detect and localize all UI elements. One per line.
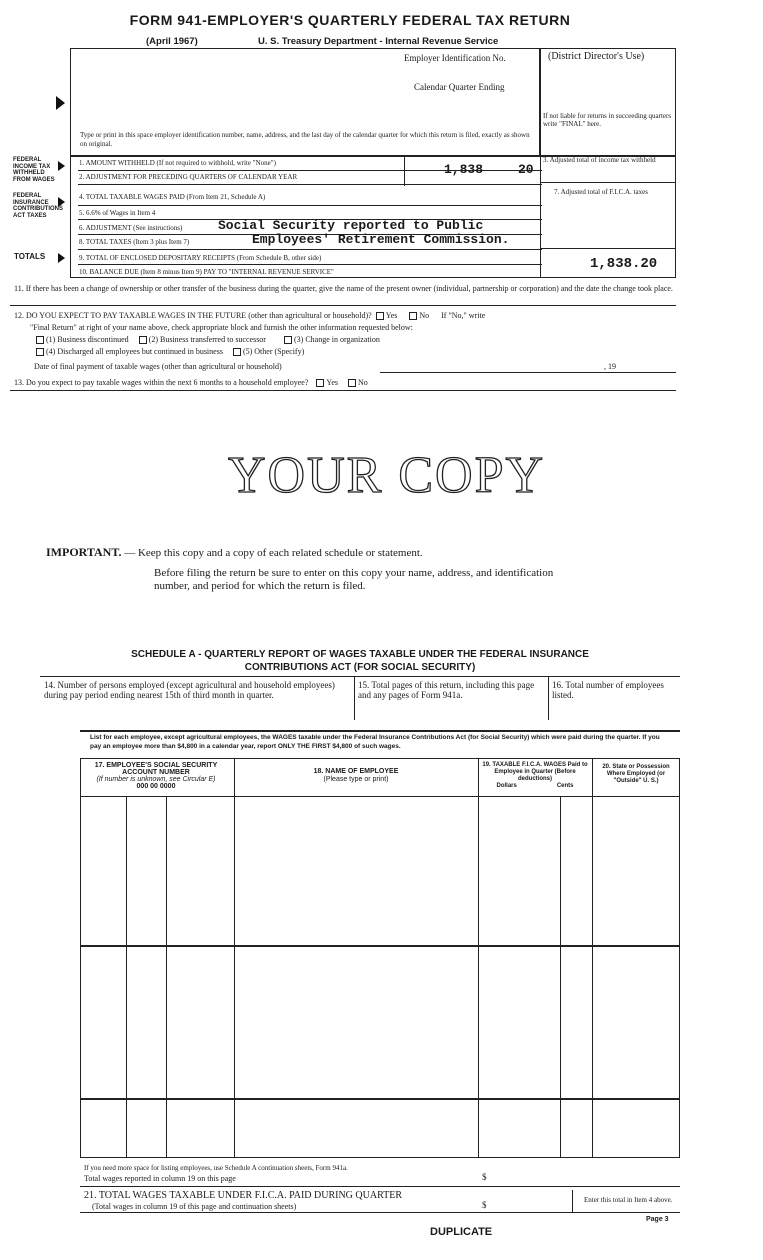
line-2-label: 2. ADJUSTMENT FOR PRECEDING QUARTERS OF CALENDAR YEAR [79, 173, 298, 181]
page-number: Page 3 [646, 1216, 669, 1223]
opt3-checkbox[interactable] [284, 336, 292, 344]
form-title: FORM 941-EMPLOYER'S QUARTERLY FEDERAL TAX RETURN [129, 12, 571, 28]
important-notice-2: Before filing the return be sure to enter on this copy your name, address, and identification number, and period for which the return is filed. [154, 567, 554, 592]
arrow-icon [58, 197, 65, 207]
year-label: , 19 [604, 362, 616, 371]
q12-options-row-1: (1) Business discontinued (2) Business transferred to successor (3) Change in organization [34, 335, 380, 344]
q13-no-checkbox[interactable] [348, 379, 356, 387]
your-copy-stamp: YOUR COPY [228, 447, 546, 504]
fica-side-label: FEDERAL INSURANCE CONTRIBUTIONS ACT TAXES [13, 193, 63, 219]
arrow-icon [56, 96, 65, 110]
balance-due: 1,838.20 [590, 256, 658, 272]
question-12-continued: "Final Return" at right of your name above, check appropriate block and furnish the other information requested below: [30, 323, 413, 332]
col-19-header: 19. TAXABLE F.I.C.A. WAGES Paid to Employee in Quarter (Before deductions) Dollars Cents [482, 762, 588, 789]
item-14: 14. Number of persons employed (except agricultural and household employees) during pay period ending nearest 15th of third month in quarter. [44, 680, 335, 700]
line-9-label: 9. TOTAL OF ENCLOSED DEPOSITARY RECEIPTS (From Schedule B, other side) [79, 254, 322, 262]
district-use-box [540, 48, 676, 156]
question-12: 12. DO YOU EXPECT TO PAY TAXABLE WAGES IN THE FUTURE (other than agricultural or household)? Yes No If "No," write [14, 311, 486, 320]
opt5-checkbox[interactable] [233, 348, 241, 356]
opt2-checkbox[interactable] [139, 336, 147, 344]
question-11: 11. If there has been a change of ownership or other transfer of the business during the quarter, give the name of the present owner (individual, partnership or corporation) and the date the change took place. [14, 284, 673, 293]
q12-no-checkbox[interactable] [409, 312, 417, 320]
important-notice: IMPORTANT. — Keep this copy and a copy of each related schedule or statement. [46, 545, 423, 559]
quarter-ending-label: Calendar Quarter Ending [414, 82, 505, 92]
form-edition: (April 1967) [146, 36, 198, 47]
line-5-label: 5. 6.6% of Wages in Item 4 [79, 209, 156, 217]
item-15: 15. Total pages of this return, including this page and any pages of Form 941a. [358, 680, 535, 700]
more-space-note: If you need more space for listing employees, use Schedule A continuation sheets, Form 941a. [84, 1164, 348, 1172]
opt1-checkbox[interactable] [36, 336, 44, 344]
total-page-label: Total wages reported in column 19 on this page [84, 1174, 236, 1183]
arrow-icon [58, 161, 65, 171]
col-17-header: 17. EMPLOYEE'S SOCIAL SECURITY ACCOUNT NUMBER (If number is unknown, see Circular E) 000 00 0000 [94, 762, 218, 790]
q13-yes-checkbox[interactable] [316, 379, 324, 387]
line-7-label: 7. Adjusted total of F.I.C.A. taxes [554, 188, 648, 196]
amount-cents: 20 [518, 162, 534, 177]
district-use-label: (District Director's Use) [548, 51, 645, 62]
duplicate-label: DUPLICATE [430, 1226, 493, 1238]
typed-note-line-2: Employees' Retirement Commission. [252, 232, 510, 247]
arrow-icon [58, 253, 65, 263]
final-note: If not liable for returns in succeeding quarters write "FINAL" here. [543, 112, 672, 128]
enter-total-note: Enter this total in Item 4 above. [584, 1196, 673, 1204]
line-4-label: 4. TOTAL TAXABLE WAGES PAID (From Item 21, Schedule A) [79, 193, 266, 201]
q12-yes-checkbox[interactable] [376, 312, 384, 320]
department-name: U. S. Treasury Department - Internal Revenue Service [258, 36, 499, 47]
schedule-a-title: SCHEDULE A - QUARTERLY REPORT OF WAGES TAXABLE UNDER THE FEDERAL INSURANCE CONTRIBUTIONS ACT (FOR SOCIAL SECURITY) [131, 649, 589, 673]
dollar-sign-21: $ [482, 1200, 487, 1210]
col-18-header: 18. NAME OF EMPLOYEE (Please type or print) [313, 768, 399, 783]
amount-withheld: 1,838 [444, 162, 484, 177]
line-10-label: 10. BALANCE DUE (Item 8 minus Item 9) PAY TO "INTERNAL REVENUE SERVICE" [79, 268, 334, 276]
q12-options-row-2: (4) Discharged all employees but continued in business (5) Other (Specify) [34, 347, 304, 356]
dollar-sign: $ [482, 1172, 487, 1182]
line-8-label: 8. TOTAL TAXES (Item 3 plus Item 7) [79, 238, 190, 246]
totals-side-label: TOTALS [14, 252, 46, 261]
question-13: 13. Do you expect to pay taxable wages within the next 6 months to a household employee? Yes No [14, 378, 368, 387]
instructions-text: Type or print in this space employer identification number, name, address, and the last day of the calendar quarter for which this return is filed, exactly as shown on original. [80, 131, 530, 148]
item-21: 21. TOTAL WAGES TAXABLE UNDER F.I.C.A. PAID DURING QUARTER [84, 1190, 403, 1201]
line-6-label: 6. ADJUSTMENT (See instructions) [79, 224, 183, 232]
col-20-header: 20. State or Possession Where Employed (or "Outside" U. S.) [602, 764, 670, 784]
final-date-label: Date of final payment of taxable wages (other than agricultural or household) [34, 362, 282, 371]
item-16: 16. Total number of employees listed. [552, 680, 664, 700]
opt4-checkbox[interactable] [36, 348, 44, 356]
income-tax-side-label: FEDERAL INCOME TAX WITHHELD FROM WAGES [13, 157, 55, 183]
line-3-label: 3. Adjusted total of income tax withheld [543, 156, 656, 164]
line-1-label: 1. AMOUNT WITHHELD (If not required to withhold, write "None") [79, 159, 276, 167]
typed-note-line-1: Social Security reported to Public [218, 218, 484, 233]
item-21-sub: (Total wages in column 19 of this page and continuation sheets) [92, 1202, 297, 1211]
id-number-label: Employer Identification No. [404, 53, 506, 63]
schedule-instructions: List for each employee, except agricultural employees, the WAGES taxable under the Federal Insurance Contributions Act (for Social Security) which were paid during the quarter. If you pay an employee more than $4,800 in a calendar year, report ONLY THE FIRST $4,800 of such wages. [90, 734, 660, 750]
